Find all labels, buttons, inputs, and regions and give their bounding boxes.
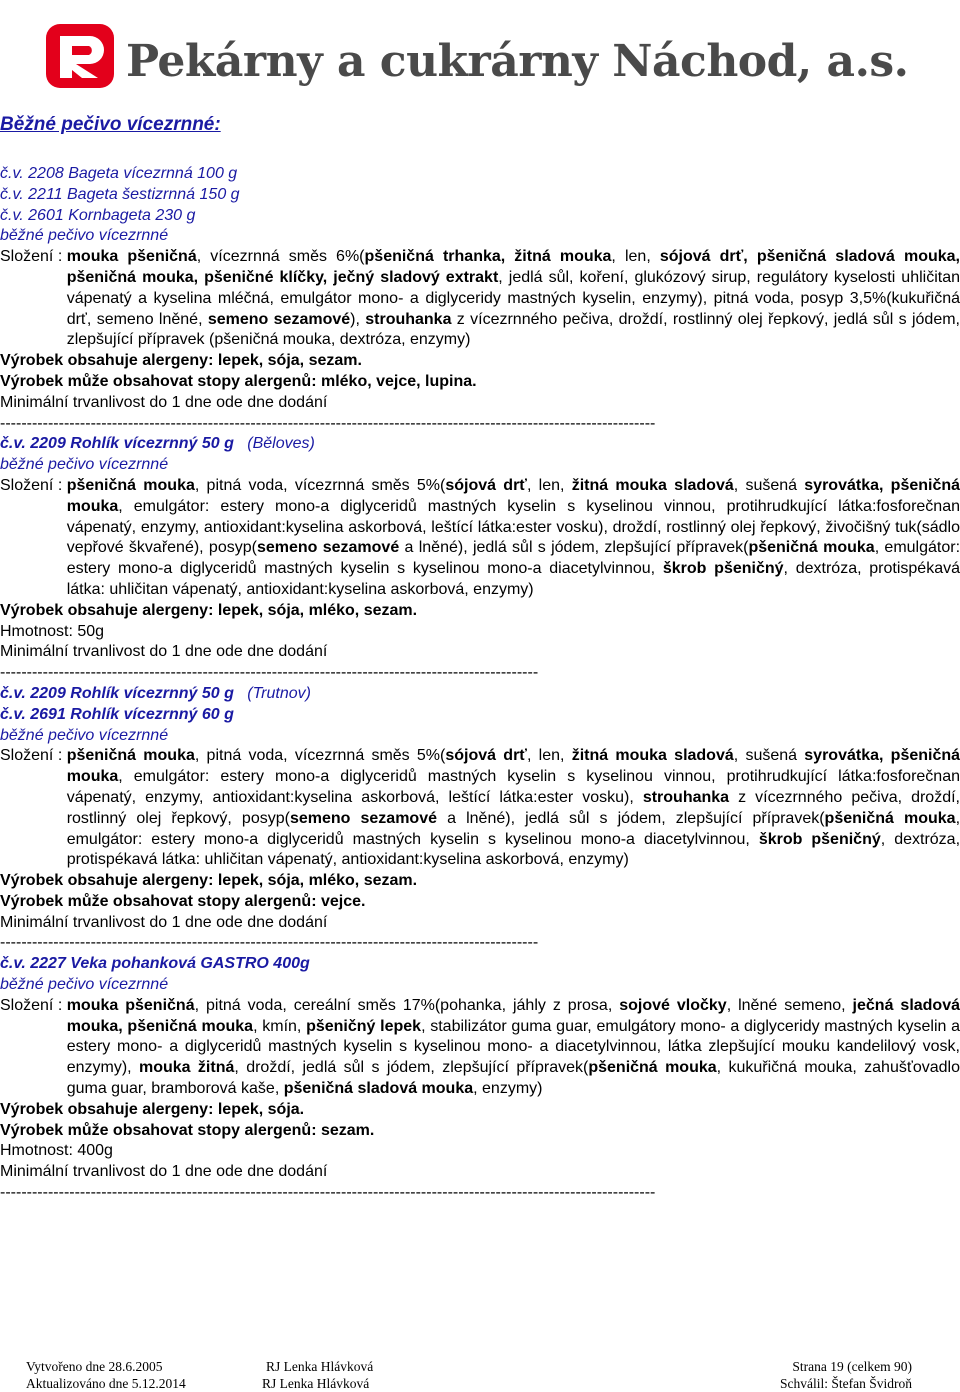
ingredient-text: , lněné semeno,: [726, 996, 853, 1014]
ingredient-text: , vícezrnná směs 6%(: [196, 248, 365, 266]
allergen-text: sójová drť: [445, 476, 527, 494]
product-code: č.v. 2601 Kornbageta 230 g: [0, 206, 196, 224]
composition: Složení : mouka pšeničná, pitná voda, cereální směs 17%(pohanka, jáhly z prosa, sojové vločky, lněné semeno, ječná sladová mouka, pšeničná mouka, kmín, pšeničný lepek, stabilizátor guma guar, emulgátory mono- a diglyceridy mastných kyselin a estery mono- a diglyceridů mastných kyselin s kyselinou mono- a diacetylvinnou, látka zlepšující mouku kandelilový vosk, enzymy), mouka žitná, droždí, jedlá sůl s jódem, zlepšující přípravek(pšeničná mouka, kukuřičná mouka, zahušťovadlo guma guar, bramborová kaše, pšeničná sladová mouka, enzymy): [0, 996, 960, 1098]
composition: Složení : pšeničná mouka, pitná voda, vícezrnná směs 5%(sójová drť, len, žitná mouka sladová, sušená syrovátka, pšeničná mouka, emulgátor: estery mono-a diglyceridů mastných kyselin s kyselinou vinnou, protihrudkující látka:fosforečnan vápenatý, enzymy, antioxidant:kyselina askorbová, leštící látka:ester vosku), droždí, rostlinný olej řepkový, živočišný tuk(sádlo vepřové škvařené), posyp(semeno sezamové a lněné), jedlá sůl s jódem, zlepšující přípravek(pšeničná mouka, emulgátor: estery mono-a diglyceridů mastných kyselin s kyselinou mono-a diacetylvinnou, škrob pšeničný, dextróza, protispékavá látka: uhličitan vápenatý, antioxidant:kyselina askorbová, enzymy): [0, 476, 960, 598]
logo-r-icon: [46, 24, 114, 88]
page-header: [46, 24, 926, 94]
composition: Složení : pšeničná mouka, pitná voda, vícezrnná směs 5%(sójová drť, len, žitná mouka sladová, sušená syrovátka, pšeničná mouka, emulgátor: estery mono-a diglyceridů mastných kyselin s kyselinou vinnou, protihrudkující látka:fosforečnan vápenatý, enzymy, antioxidant:kyselina askorbová, leštící látka:ester vosku), strouhanka z vícezrnného pečiva, droždí, rostlinný olej řepkový, posyp(semeno sezamové a lněné), jedlá sůl s jódem, zlepšující přípravek(pšeničná mouka, emulgátor: estery mono-a diglyceridů mastných kyselin s kyselinou mono-a diacetylvinnou, škrob pšeničný, dextróza, protispékavá látka: uhličitan vápenatý, antioxidant:kyselina askorbová, enzymy): [0, 747, 960, 869]
ingredient-text: , emulgátor: estery mono-a diglyceridů mastných kyselin s kyselinou vinnou, protihrudkující látka:fosforečnan vápenatý, enzymy, antioxidant:kyselina askorbová, leštící látka:ester vosku),: [66, 768, 960, 806]
product-block: [0, 164, 960, 434]
info-line: Minimální trvanlivost do 1 dne ode dne dodání: [0, 643, 328, 661]
product-block: [0, 954, 960, 1204]
ingredient-text: , sušená: [733, 747, 805, 765]
ingredient-text: , pitná voda, vícezrnná směs 5%(: [194, 747, 446, 765]
category-label: běžné pečivo vícezrnné: [0, 976, 169, 994]
info-line: Hmotnost: 400g: [0, 1142, 113, 1160]
allergen-text: mouka pšeničná: [66, 996, 195, 1014]
ingredient-text: , dextróza, protispékavá látka: uhličitan vápenatý, antioxidant:kyselina askorbová, enzymy): [66, 560, 960, 598]
info-line: Minimální trvanlivost do 1 dne ode dne dodání: [0, 1163, 328, 1181]
author-created: RJ Lenka Hlávková: [266, 1359, 374, 1374]
ingredient-text: , len,: [526, 747, 572, 765]
allergen-text: ječná sladová mouka, pšeničná mouka: [66, 996, 960, 1035]
ingredient-text: , jedlá sůl, koření, glukózový sirup, regulátory kyselosti uhličitan vápenatý a kyselina mléčná, emulgátor mono- a diglyceridy mastných kyselin, enzymy), pitná voda, posyp 3,5%(kukuřičná drť, semeno lněné,: [66, 268, 960, 328]
allergen-note: Výrobek obsahuje alergeny: lepek, sója, mléko, sezam.: [0, 872, 418, 890]
allergen-text: strouhanka: [365, 310, 452, 328]
allergen-text: mouka pšeničná: [66, 248, 197, 266]
product-code: č.v. 2211 Bageta šestizrnná 150 g: [0, 185, 240, 203]
allergen-note: Výrobek obsahuje alergeny: lepek, sója, sezam.: [0, 352, 362, 370]
ingredient-text: , len,: [526, 476, 572, 494]
ingredient-text: , len,: [611, 248, 660, 266]
product-block: [0, 434, 960, 684]
allergen-note: Výrobek obsahuje alergeny: lepek, sója.: [0, 1100, 305, 1118]
info-line: Hmotnost: 50g: [0, 622, 105, 640]
category-label: běžné pečivo vícezrnné: [0, 726, 169, 744]
allergen-note: Výrobek může obsahovat stopy alergenů: mléko, vejce, lupina.: [0, 372, 477, 390]
allergen-text: pšeničná mouka: [66, 476, 195, 494]
allergen-text: pšeničná mouka: [588, 1059, 717, 1077]
ingredient-text: , emulgátor: estery mono-a diglyceridů mastných kyselin s kyselinou mono-a diacetylvinnou,: [66, 809, 960, 848]
allergen-text: pšeničný lepek: [306, 1017, 422, 1035]
ingredient-text: ),: [350, 310, 366, 328]
author-updated: RJ Lenka Hlávková: [262, 1376, 370, 1391]
document-body: [0, 112, 960, 1204]
product-code: č.v. 2209 Rohlík vícezrnný 50 g (Běloves): [0, 435, 315, 453]
allergen-text: sójová drť: [445, 747, 527, 765]
allergen-text: syrovátka, pšeničná mouka: [66, 747, 960, 786]
ingredient-text: z vícezrnného pečiva, droždí, rostlinný olej řepkový, jedlá sůl s jódem, zlepšující přípravek (pšeničná mouka, dextróza, enzymy): [66, 310, 960, 349]
allergen-text: škrob pšeničný: [662, 560, 784, 578]
page-number: Strana 19 (celkem 90): [792, 1359, 912, 1374]
approved-by: Schválil: Štefan Švidroň: [780, 1376, 912, 1391]
allergen-text: mouka žitná: [138, 1059, 235, 1077]
ingredient-text: , emulgátor: estery mono-a diglyceridů mastných kyselin s kyselinou mono-a diacetylvinnou,: [66, 539, 960, 578]
product-code: č.v. 2208 Bageta vícezrnná 100 g: [0, 165, 238, 182]
separator: -----------------------------------------------------------------------------------------------------: [0, 664, 539, 682]
ingredient-text: a lněné), jedlá sůl s jódem, zlepšující přípravek(: [437, 809, 825, 827]
ingredient-text: , enzymy): [473, 1080, 543, 1098]
allergen-note: Výrobek může obsahovat stopy alergenů: vejce.: [0, 892, 366, 910]
product-code: č.v. 2209 Rohlík vícezrnný 50 g (Trutnov): [0, 684, 311, 702]
allergen-text: semeno sezamové: [256, 539, 400, 557]
info-line: Minimální trvanlivost do 1 dne ode dne dodání: [0, 393, 328, 411]
allergen-text: pšeničná sladová mouka: [283, 1080, 474, 1098]
allergen-text: syrovátka, pšeničná mouka: [66, 476, 960, 515]
ingredient-text: , dextróza, protispékavá látka: uhličitan vápenatý, antioxidant:kyselina askorbová, enzymy): [66, 830, 960, 869]
allergen-text: semeno sezamové: [207, 310, 351, 328]
ingredient-text: a lněné), jedlá sůl s jódem, zlepšující přípravek(: [399, 539, 749, 557]
allergen-text: pšeničná mouka: [824, 809, 956, 827]
allergen-text: semeno sezamové: [289, 809, 438, 827]
category-label: běžné pečivo vícezrnné: [0, 227, 169, 245]
info-line: Minimální trvanlivost do 1 dne ode dne dodání: [0, 913, 328, 931]
ingredient-text: , pitná voda, vícezrnná směs 5%(: [194, 476, 446, 494]
ingredient-text: , emulgátor: estery mono-a diglyceridů mastných kyselin s kyselinou vinnou, protihrudkující látka:fosforečnan vápenatý, enzymy, antioxidant:kyselina askorbová, leštící látka:ester vosku), droždí, rostlinný olej řepkový, živočišný tuk(sádlo vepřové škvařené), posyp(: [66, 497, 960, 557]
ingredient-text: , kmín,: [253, 1017, 307, 1035]
updated-date: Aktualizováno dne 5.12.2014: [26, 1376, 186, 1391]
allergen-text: sójová drť, pšeničná sladová mouka, pšeničná mouka, pšeničné klíčky, ječný sladový extrakt: [66, 248, 960, 286]
ingredient-text: , pitná voda, cereální směs 17%(pohanka, jáhly z prosa,: [194, 996, 620, 1014]
allergen-text: pšeničná trhanka, žitná mouka: [364, 248, 612, 266]
ingredient-text: , stabilizátor guma guar, emulgátory mono- a diglyceridy mastných kyselin a estery mono- a diglyceridů mastných kyselin s kyselinou mono- a diacetylvinnou, látka zlepšující mouku kandelilový vosk, enzymy),: [66, 1017, 960, 1077]
allergen-text: strouhanka: [642, 788, 730, 806]
created-date: Vytvořeno dne 28.6.2005: [26, 1359, 163, 1374]
allergen-text: škrob pšeničný: [758, 830, 881, 848]
allergen-note: Výrobek obsahuje alergeny: lepek, sója, mléko, sezam.: [0, 601, 418, 619]
separator: ---------------------------------------------------------------------------------------------------------------------------: [0, 414, 656, 432]
product-code: č.v. 2691 Rohlík vícezrnný 60 g: [0, 705, 234, 723]
ingredient-text: , sušená: [733, 476, 805, 494]
ingredient-text: , kukuřičná mouka, zahušťovadlo guma guar, bramborová kaše,: [66, 1059, 960, 1098]
composition: Složení : mouka pšeničná, vícezrnná směs 6%(pšeničná trhanka, žitná mouka, len, sójová drť, pšeničná sladová mouka, pšeničná mouka, pšeničné klíčky, ječný sladový extrakt, jedlá sůl, koření, glukózový sirup, regulátory kyselosti uhličitan vápenatý a kyselina mléčná, emulgátor mono- a diglyceridy mastných kyselin, enzymy), pitná voda, posyp 3,5%(kukuřičná drť, semeno lněné, semeno sezamové), strouhanka z vícezrnného pečiva, droždí, rostlinný olej řepkový, jedlá sůl s jódem, zlepšující přípravek (pšeničná mouka, dextróza, enzymy): [0, 248, 960, 349]
separator: -----------------------------------------------------------------------------------------------------: [0, 934, 539, 952]
allergen-text: pšeničná mouka: [748, 539, 875, 557]
ingredient-text: , droždí, jedlá sůl s jódem, zlepšující přípravek(: [234, 1059, 589, 1077]
allergen-note: Výrobek může obsahovat stopy alergenů: sezam.: [0, 1121, 375, 1139]
allergen-text: sojové vločky: [619, 996, 727, 1014]
product-block: [0, 684, 960, 954]
company-name: Pekárny a cukrárny Náchod, a.s.: [126, 36, 909, 87]
ingredient-text: z vícezrnného pečiva, droždí, rostlinný olej řepkový, posyp(: [66, 788, 960, 827]
page-title: Běžné pečivo vícezrnné:: [0, 114, 221, 135]
allergen-text: pšeničná mouka: [66, 747, 195, 765]
separator: ---------------------------------------------------------------------------------------------------------------------------: [0, 1184, 656, 1202]
product-code: č.v. 2227 Veka pohanková GASTRO 400g: [0, 955, 310, 973]
allergen-text: žitná mouka sladová: [571, 476, 734, 494]
category-label: běžné pečivo vícezrnné: [0, 456, 169, 474]
allergen-text: žitná mouka sladová: [571, 747, 734, 765]
